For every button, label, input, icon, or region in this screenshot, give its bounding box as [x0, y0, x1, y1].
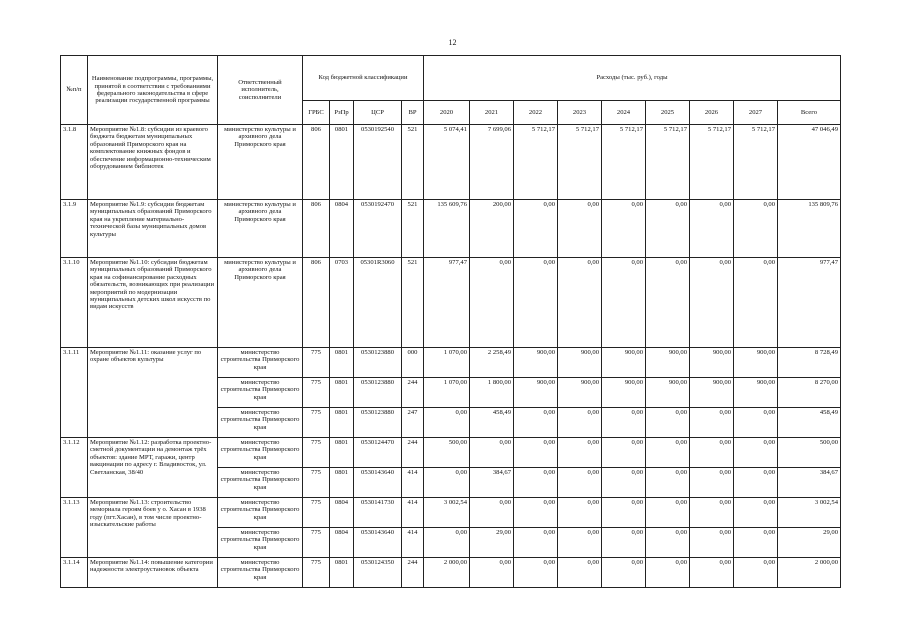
row-number: 3.1.12 — [61, 438, 88, 498]
row-rzpr: 0801 — [330, 348, 354, 378]
row-executor: министерство строительства Приморского края — [218, 408, 303, 438]
row-year-value: 0,00 — [514, 408, 558, 438]
header-executor: Ответственный исполнитель, соисполнители — [218, 56, 303, 125]
row-year-value: 5 712,17 — [646, 125, 690, 200]
row-year-value: 5 712,17 — [602, 125, 646, 200]
row-year-value: 900,00 — [514, 378, 558, 408]
row-total: 47 046,49 — [778, 125, 841, 200]
row-year-value: 0,00 — [690, 528, 734, 558]
row-vr: 521 — [402, 125, 424, 200]
row-csr: 0530124470 — [354, 438, 402, 468]
row-rzpr: 0801 — [330, 125, 354, 200]
row-year-value: 7 699,06 — [470, 125, 514, 200]
row-grbs: 775 — [303, 498, 330, 528]
row-csr: 0530143640 — [354, 468, 402, 498]
row-year-value: 0,00 — [734, 558, 778, 588]
row-year-value: 0,00 — [514, 528, 558, 558]
row-total: 458,49 — [778, 408, 841, 438]
row-year-value: 0,00 — [734, 408, 778, 438]
row-year-value: 977,47 — [424, 258, 470, 348]
row-vr: 521 — [402, 200, 424, 258]
row-executor: министерство строительства Приморского края — [218, 438, 303, 468]
row-year-value: 0,00 — [690, 200, 734, 258]
row-total: 977,47 — [778, 258, 841, 348]
row-csr: 0530123880 — [354, 378, 402, 408]
row-vr: 414 — [402, 468, 424, 498]
row-rzpr: 0801 — [330, 408, 354, 438]
header-year: 2025 — [646, 101, 690, 125]
table-row — [61, 498, 841, 528]
row-year-value: 0,00 — [470, 498, 514, 528]
row-year-value: 5 712,17 — [514, 125, 558, 200]
row-total: 8 728,49 — [778, 348, 841, 378]
row-number: 3.1.13 — [61, 498, 88, 558]
row-grbs: 775 — [303, 408, 330, 438]
row-number: 3.1.9 — [61, 200, 88, 258]
header-year: 2024 — [602, 101, 646, 125]
row-rzpr: 0804 — [330, 528, 354, 558]
row-year-value: 5 712,17 — [558, 125, 602, 200]
row-year-value: 900,00 — [690, 348, 734, 378]
row-year-value: 0,00 — [646, 528, 690, 558]
row-name: Мероприятие №1.11: оказание услуг по охране объектов культуры — [88, 348, 218, 438]
row-year-value: 900,00 — [602, 378, 646, 408]
row-year-value: 0,00 — [558, 498, 602, 528]
row-year-value: 458,49 — [470, 408, 514, 438]
row-year-value: 0,00 — [558, 438, 602, 468]
row-year-value: 0,00 — [602, 498, 646, 528]
row-year-value: 0,00 — [424, 408, 470, 438]
header-year: 2023 — [558, 101, 602, 125]
row-vr: 244 — [402, 378, 424, 408]
row-csr: 0530143640 — [354, 528, 402, 558]
row-year-value: 0,00 — [558, 408, 602, 438]
row-year-value: 0,00 — [558, 468, 602, 498]
row-year-value: 0,00 — [690, 258, 734, 348]
row-year-value: 29,00 — [470, 528, 514, 558]
row-year-value: 0,00 — [558, 558, 602, 588]
row-executor: министерство строительства Приморского края — [218, 558, 303, 588]
row-executor: министерство строительства Приморского края — [218, 528, 303, 558]
row-year-value: 0,00 — [690, 438, 734, 468]
row-year-value: 0,00 — [602, 528, 646, 558]
row-year-value: 0,00 — [734, 468, 778, 498]
row-csr: 0530192540 — [354, 125, 402, 200]
row-year-value: 5 712,17 — [734, 125, 778, 200]
header-expenses: Расходы (тыс. руб.), годы — [424, 56, 841, 101]
table-row — [61, 438, 841, 468]
row-year-value: 0,00 — [602, 408, 646, 438]
row-csr: 0530192470 — [354, 200, 402, 258]
row-csr: 0530123880 — [354, 348, 402, 378]
budget-table — [60, 55, 841, 588]
row-year-value: 0,00 — [646, 498, 690, 528]
row-year-value: 0,00 — [646, 558, 690, 588]
row-total: 500,00 — [778, 438, 841, 468]
row-year-value: 0,00 — [646, 438, 690, 468]
row-year-value: 0,00 — [646, 200, 690, 258]
row-year-value: 0,00 — [470, 558, 514, 588]
row-year-value: 0,00 — [558, 200, 602, 258]
table-row — [61, 258, 841, 348]
header-vr: ВР — [402, 101, 424, 125]
row-csr: 0530123880 — [354, 408, 402, 438]
row-number: 3.1.10 — [61, 258, 88, 348]
header-year: 2022 — [514, 101, 558, 125]
row-executor: министерство строительства Приморского края — [218, 348, 303, 378]
row-year-value: 900,00 — [558, 378, 602, 408]
row-executor: министерство строительства Приморского края — [218, 378, 303, 408]
row-year-value: 0,00 — [514, 558, 558, 588]
row-grbs: 775 — [303, 348, 330, 378]
row-year-value: 0,00 — [734, 528, 778, 558]
row-number: 3.1.14 — [61, 558, 88, 588]
row-year-value: 0,00 — [690, 408, 734, 438]
header-year: 2021 — [470, 101, 514, 125]
page-number: 12 — [448, 38, 457, 47]
row-vr: 000 — [402, 348, 424, 378]
row-vr: 414 — [402, 498, 424, 528]
row-year-value: 900,00 — [514, 348, 558, 378]
row-year-value: 900,00 — [602, 348, 646, 378]
row-csr: 05301R3060 — [354, 258, 402, 348]
row-rzpr: 0801 — [330, 438, 354, 468]
row-year-value: 900,00 — [734, 378, 778, 408]
row-number: 3.1.8 — [61, 125, 88, 200]
table-row — [61, 125, 841, 200]
row-year-value: 0,00 — [734, 438, 778, 468]
header-csr: ЦСР — [354, 101, 402, 125]
table-row — [61, 558, 841, 588]
row-grbs: 806 — [303, 200, 330, 258]
row-year-value: 900,00 — [646, 348, 690, 378]
row-total: 384,67 — [778, 468, 841, 498]
row-grbs: 775 — [303, 558, 330, 588]
row-grbs: 775 — [303, 468, 330, 498]
row-year-value: 0,00 — [646, 408, 690, 438]
row-executor: министерство культуры и архивного дела Приморского края — [218, 200, 303, 258]
row-name: Мероприятие №1.10: субсидии бюджетам муниципальных образований Приморского края на софинансирование расходных обязательств, возникающих при реализации мероприятий по модернизации муниципальных детских школ искусств по видам искусств — [88, 258, 218, 348]
row-year-value: 5 712,17 — [690, 125, 734, 200]
row-vr: 244 — [402, 438, 424, 468]
header-year: 2020 — [424, 101, 470, 125]
row-year-value: 0,00 — [690, 558, 734, 588]
row-year-value: 0,00 — [602, 438, 646, 468]
row-year-value: 0,00 — [690, 498, 734, 528]
row-year-value: 0,00 — [558, 258, 602, 348]
row-year-value: 0,00 — [470, 258, 514, 348]
row-year-value: 0,00 — [424, 528, 470, 558]
row-year-value: 0,00 — [734, 258, 778, 348]
row-grbs: 775 — [303, 438, 330, 468]
row-year-value: 3 002,54 — [424, 498, 470, 528]
header-rzpr: РзПр — [330, 101, 354, 125]
row-executor: министерство культуры и архивного дела Приморского края — [218, 125, 303, 200]
row-name: Мероприятие №1.8: субсидии из краевого бюджета бюджетам муниципальных образований Приморского края на комплектование книжных фондов и обеспечение информационно-техническим оборудованием библиотек — [88, 125, 218, 200]
row-vr: 521 — [402, 258, 424, 348]
row-number: 3.1.11 — [61, 348, 88, 438]
row-year-value: 0,00 — [690, 468, 734, 498]
header-budget-code: Код бюджетной классификации — [303, 56, 424, 101]
row-name: Мероприятие №1.9: субсидии бюджетам муниципальных образований Приморского края на укрепление материально-технической базы муниципальных домов культуры — [88, 200, 218, 258]
row-total: 3 002,54 — [778, 498, 841, 528]
row-rzpr: 0703 — [330, 258, 354, 348]
row-year-value: 0,00 — [514, 200, 558, 258]
row-year-value: 0,00 — [602, 258, 646, 348]
row-rzpr: 0801 — [330, 558, 354, 588]
row-vr: 247 — [402, 408, 424, 438]
row-rzpr: 0801 — [330, 378, 354, 408]
row-grbs: 806 — [303, 258, 330, 348]
row-year-value: 0,00 — [558, 528, 602, 558]
row-year-value: 200,00 — [470, 200, 514, 258]
header-name: Наименование подпрограммы, программы, принятой в соответствии с требованиями федерального законодательства в сфере реализации государственной программы — [88, 56, 218, 125]
row-executor: министерство культуры и архивного дела Приморского края — [218, 258, 303, 348]
header-no: №п/п — [61, 56, 88, 125]
row-csr: 0530141730 — [354, 498, 402, 528]
row-executor: министерство строительства Приморского края — [218, 468, 303, 498]
row-year-value: 0,00 — [514, 258, 558, 348]
row-year-value: 0,00 — [514, 468, 558, 498]
row-year-value: 0,00 — [602, 558, 646, 588]
row-year-value: 1 070,00 — [424, 348, 470, 378]
row-year-value: 0,00 — [646, 258, 690, 348]
row-year-value: 2 258,49 — [470, 348, 514, 378]
row-year-value: 500,00 — [424, 438, 470, 468]
table-body — [61, 125, 841, 588]
row-name: Мероприятие №1.14: повышение категории надежности электроустановок объекта — [88, 558, 218, 588]
row-year-value: 0,00 — [646, 468, 690, 498]
row-vr: 244 — [402, 558, 424, 588]
row-csr: 0530124350 — [354, 558, 402, 588]
row-grbs: 775 — [303, 528, 330, 558]
row-year-value: 5 074,41 — [424, 125, 470, 200]
row-rzpr: 0801 — [330, 468, 354, 498]
row-rzpr: 0804 — [330, 498, 354, 528]
row-name: Мероприятие №1.13: строительство мемориала героям боев у о. Хасан в 1938 году (пгт.Хасан), в том числе проектно-изыскательские работы — [88, 498, 218, 558]
row-year-value: 0,00 — [424, 468, 470, 498]
row-grbs: 775 — [303, 378, 330, 408]
row-executor: министерство строительства Приморского края — [218, 498, 303, 528]
row-year-value: 900,00 — [646, 378, 690, 408]
header-year: 2026 — [690, 101, 734, 125]
row-total: 135 809,76 — [778, 200, 841, 258]
row-year-value: 900,00 — [734, 348, 778, 378]
row-year-value: 1 070,00 — [424, 378, 470, 408]
row-year-value: 0,00 — [602, 468, 646, 498]
row-year-value: 0,00 — [470, 438, 514, 468]
row-year-value: 0,00 — [734, 498, 778, 528]
table-header — [61, 56, 841, 125]
header-grbs: ГРБС — [303, 101, 330, 125]
table-row — [61, 200, 841, 258]
row-year-value: 0,00 — [514, 438, 558, 468]
row-rzpr: 0804 — [330, 200, 354, 258]
row-name: Мероприятие №1.12: разработка проектно-сметной документации на демонтаж трёх объектов: здание МРТ, гаражи, центр вакцинации по адресу г. Владивосток, ул. Светланская, 38/40 — [88, 438, 218, 498]
row-year-value: 900,00 — [690, 378, 734, 408]
row-year-value: 135 609,76 — [424, 200, 470, 258]
row-year-value: 1 800,00 — [470, 378, 514, 408]
header-total: Всего — [778, 101, 841, 125]
table-row — [61, 348, 841, 378]
row-year-value: 0,00 — [602, 200, 646, 258]
row-total: 2 000,00 — [778, 558, 841, 588]
row-year-value: 900,00 — [558, 348, 602, 378]
row-grbs: 806 — [303, 125, 330, 200]
row-year-value: 0,00 — [514, 498, 558, 528]
row-vr: 414 — [402, 528, 424, 558]
row-total: 29,00 — [778, 528, 841, 558]
row-year-value: 0,00 — [734, 200, 778, 258]
header-year: 2027 — [734, 101, 778, 125]
row-total: 8 270,00 — [778, 378, 841, 408]
row-year-value: 2 000,00 — [424, 558, 470, 588]
row-year-value: 384,67 — [470, 468, 514, 498]
